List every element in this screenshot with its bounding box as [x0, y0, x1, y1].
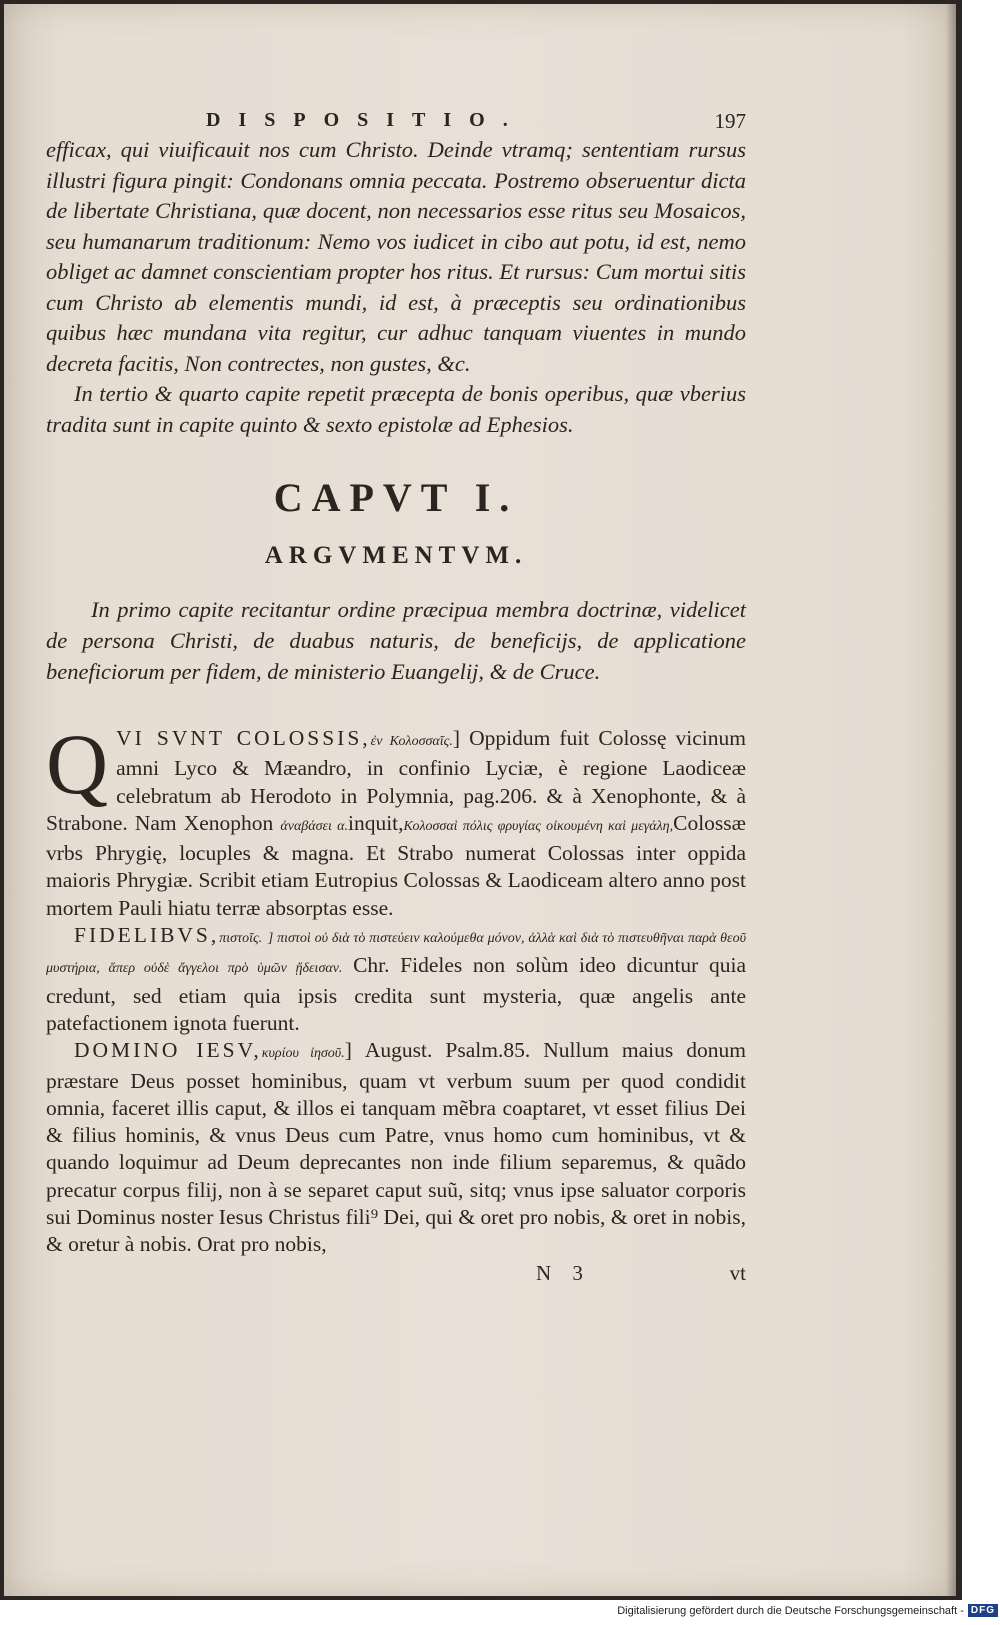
page-footer — [46, 1261, 746, 1289]
commentary-paragraph-3 — [46, 1037, 746, 1258]
argument-title: ARGVMENTVM. — [264, 542, 528, 569]
book-page — [4, 4, 956, 1596]
commentary-text: inquit, — [347, 810, 404, 835]
commentary-paragraph-1 — [46, 716, 746, 922]
greek-lemma: κυρίου ἰησοῦ. — [261, 1046, 345, 1062]
greek-quote: Κολοσσαὶ πόλις φρυγίας οἰκουμένη καὶ μεγάλη, — [403, 818, 674, 834]
commentary-text: ] August. Psalm.85. Nullum maius donum præstare Deus posset hominibus, quam vt verbum suum per quod condidit omnia, faceret illis caput, & illos ei tanquam mẽbra coaptaret, vt esset filius Dei & filius hominis, & vnus Deus cum Patre, vnus homo cum hominibus, vt & quando loquimur ad Deum deprecantes non inde filium separemus, & quãdo precatur corpus filij, non à se separet caput suũ, sitq; vnus ipse saluator corporis sui Dominus noster Iesus Christus fili⁹ Dei, qui & oret pro nobis, & oret in nobis, & oretur à nobis. Orat pro nobis, — [46, 1038, 746, 1257]
text-block — [46, 109, 746, 1289]
dfg-attribution — [617, 1604, 998, 1617]
greek-lemma: πιστοῖς. — [219, 931, 263, 947]
intro-paragraph-2: In tertio & quarto capite repetit præcepta de bonis operibus, quæ vberius tradita sunt in capite quinto & sexto epistolæ ad Ephesios. — [46, 381, 746, 437]
greek-lemma: ἐν Κολοσσαῖς. — [370, 734, 453, 749]
drop-cap: Q — [46, 716, 109, 812]
dfg-logo-icon: DFG — [968, 1604, 998, 1617]
page-edge-shadow — [946, 4, 956, 1596]
running-title: DISPOSITIO. — [206, 109, 526, 131]
commentary-text: Colossæ vrbs Phrygię, locuples & magna. Et Strabo numerat Colossas inter oppida maioris Phrygiæ. Scribit etiam Eutropius Colossas & Laodiceam altero anno post mortem Pauli hiatu terræ absorptas esse. — [46, 810, 746, 920]
page-number: 197 — [714, 109, 746, 133]
running-head — [46, 109, 746, 133]
dfg-notice: Digitalisierung gefördert durch die Deutsche Forschungsgemeinschaft - — [617, 1604, 964, 1617]
chapter-title: CAPVT I. — [273, 475, 519, 520]
commentary-paragraph-2 — [46, 922, 746, 1037]
catchword: vt — [729, 1260, 746, 1285]
lemma: VI SVNT COLOSSIS, — [116, 726, 371, 750]
commentary-text: ] Oppidum fuit Colossę vicinum amni Lyco & Mæandro, in confinio Lyciæ, è regione Laodiceæ celebratum ab Herodoto in Polymnia, pag.206. & à Xenophonte, & à Strabone. Nam Xenophon — [46, 726, 746, 835]
signature-mark: N 3 — [536, 1260, 591, 1285]
lemma: DOMINO IESV, — [74, 1038, 262, 1063]
argument-text: In primo capite recitantur ordine præcipua membra doctrinæ, videlicet de persona Christi, de duabus naturis, de beneficijs, de applicatione beneficiorum per fidem, de ministerio Euangelij, & de Cruce. — [46, 597, 746, 684]
lemma: FIDELIBVS, — [74, 923, 220, 948]
greek-quote: ] πιστοὶ οὐ διὰ τὸ πιστεύειν καλούμεθα μόνον, ἀλλὰ καὶ διὰ τὸ πιστευθῆναι παρὰ θεοῦ μυστήρια, ἅπερ οὐδὲ ἄγγελοι πρὸ ὑμῶν ᾔδεισαν. — [46, 931, 747, 977]
greek-citation: ἀναβάσει α. — [280, 818, 348, 834]
commentary-text: Chr. Fideles non solùm ideo dicuntur quia credunt, sed etiam quia ipsis credita sunt mysteria, quæ angelis ante patefactionem ignota fuerunt. — [46, 953, 746, 1035]
intro-paragraph-1: efficax, qui viuificauit nos cum Christo. Deinde vtramq; sententiam rursus illustri figura pingit: Condonans omnia peccata. Postremo obseruentur dicta de libertate Christiana, quæ docent, non necessarios esse ritus seu Mosaicos, seu humanarum traditionum: Nemo vos iudicet in cibo aut potu, id est, nemo obliget ac damnet conscientiam propter hos ritus. Et rursus: Cum mortui sitis cum Christo ab elementis mundi, id est, à præceptis seu ordinationibus quibus hæc mundana vita regitur, cur adhuc tanquam viuentes in mundo decreta facitis, Non contrectes, non gustes, &c. — [46, 137, 746, 376]
